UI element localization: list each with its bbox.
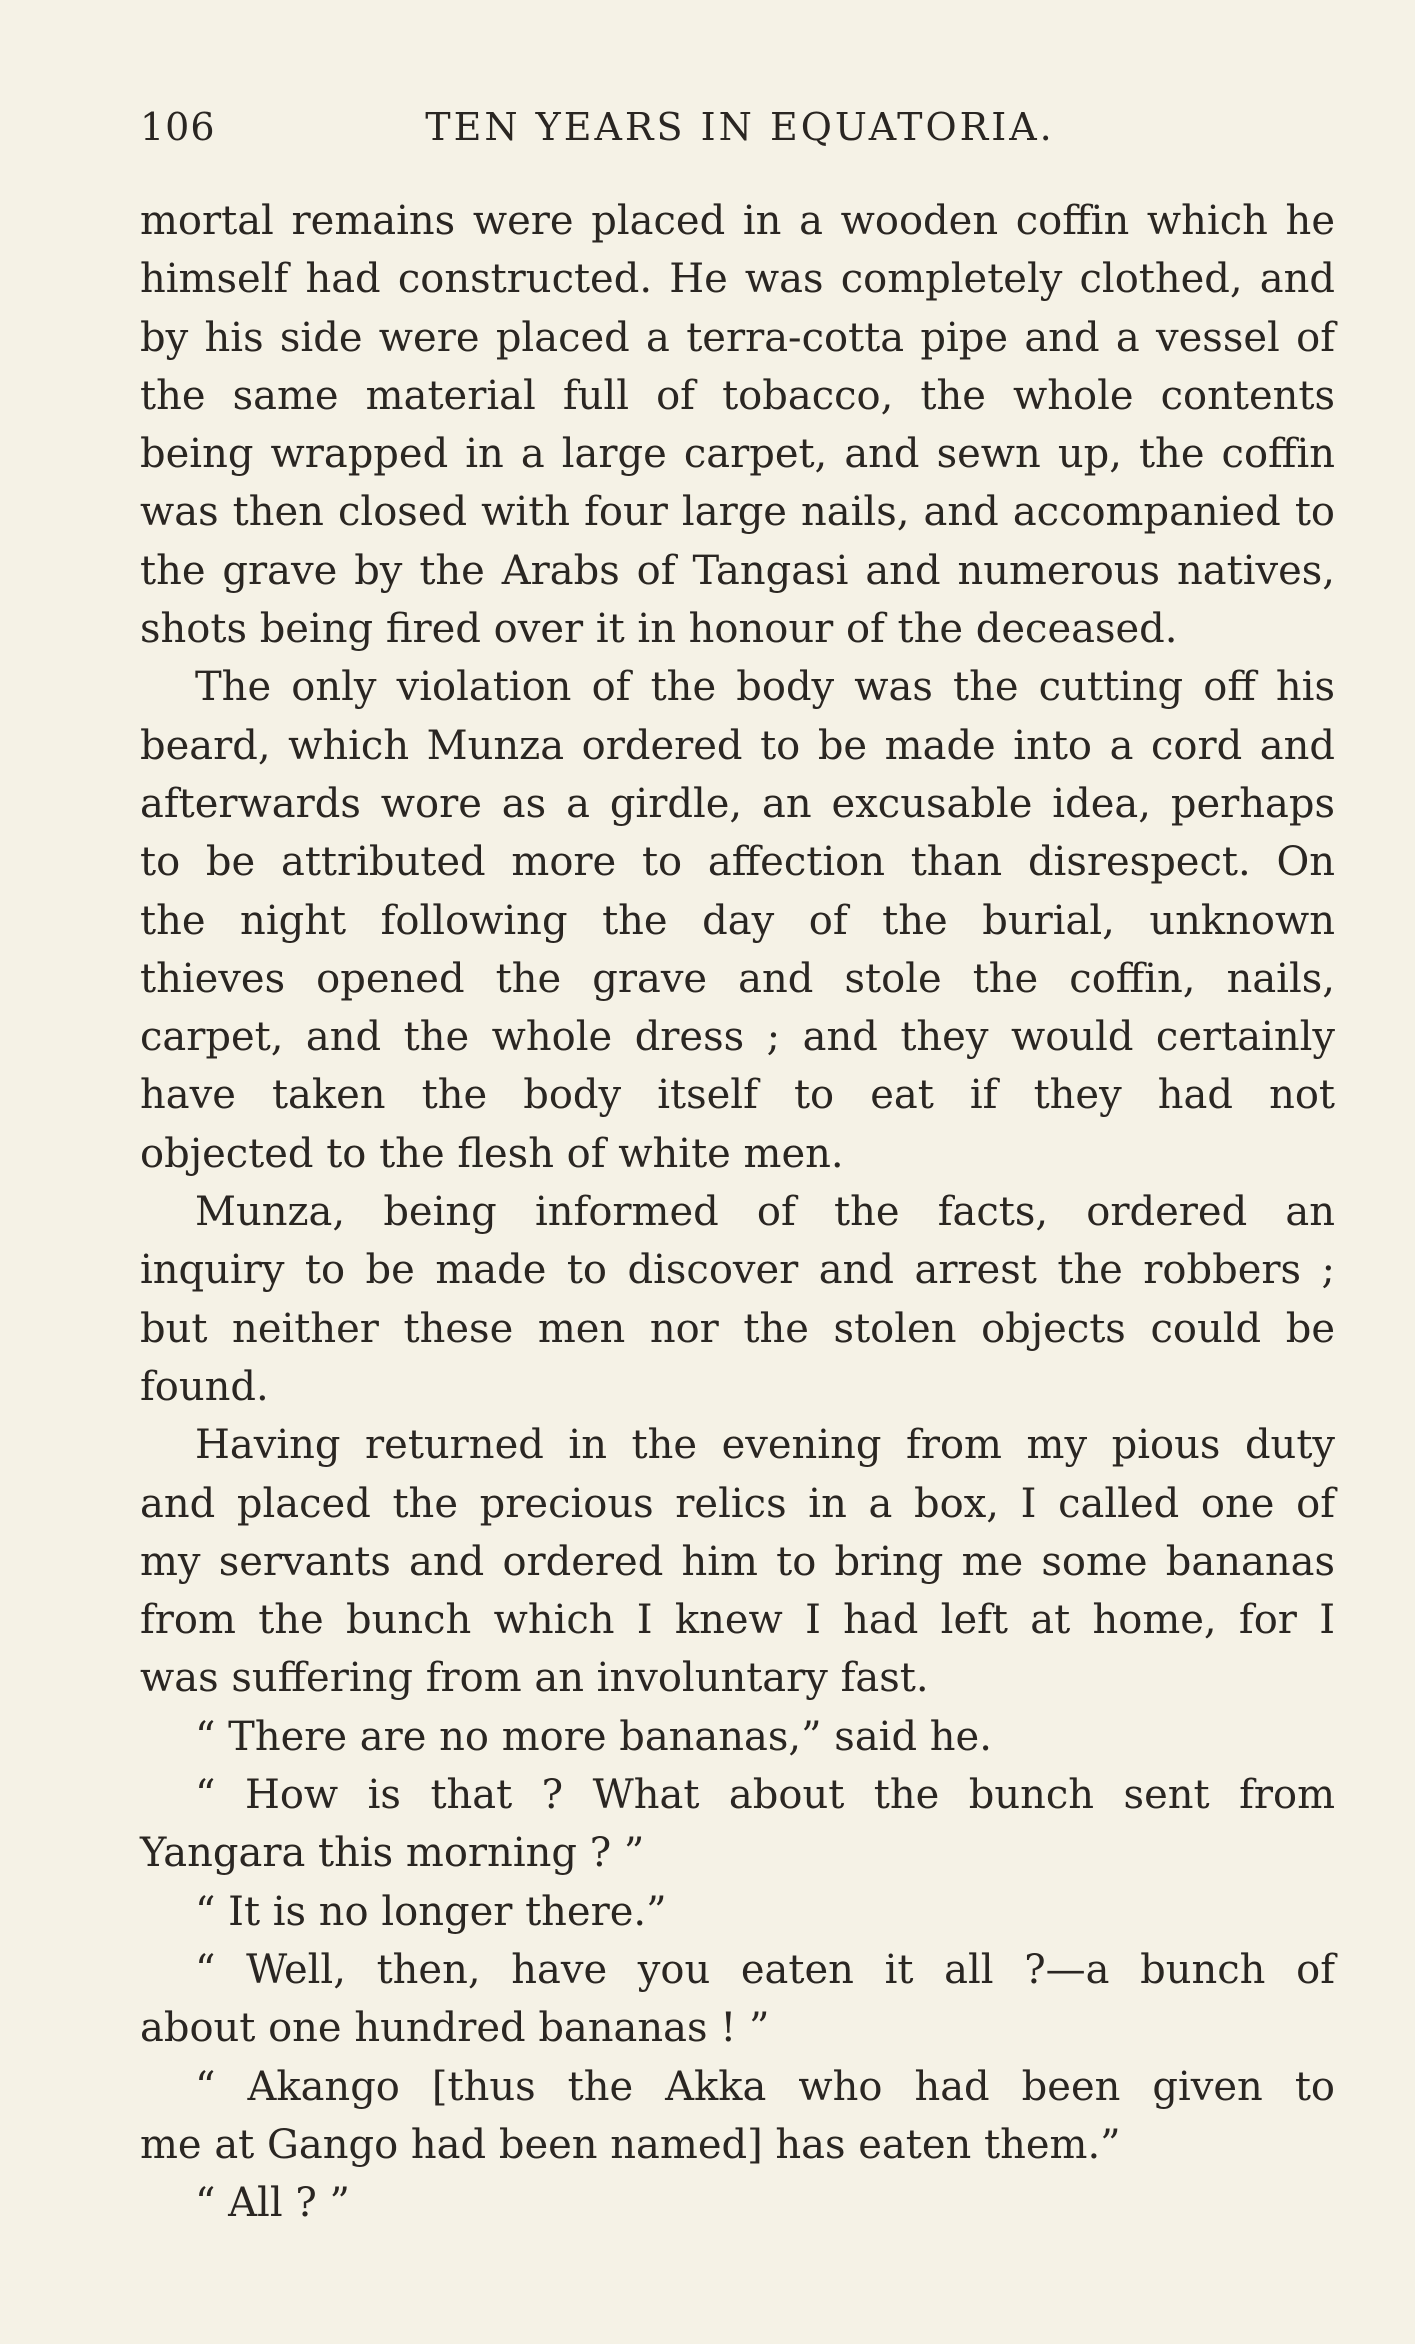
- text-line: inquiry to be made to discover and arrest the robbers ;: [140, 1247, 1335, 1294]
- text-line: mortal remains were placed in a wooden coffin which he: [140, 198, 1335, 244]
- text-line: being wrapped in a large carpet, and sewn up, the coffin: [140, 431, 1335, 478]
- text-line: “ All ? ”: [195, 2180, 350, 2227]
- text-line: carpet, and the whole dress ; and they would certainly: [140, 1014, 1335, 1061]
- text-line: The only violation of the body was the cutting off his: [195, 664, 1335, 711]
- text-line: himself had constructed. He was completely clothed, and: [140, 256, 1335, 303]
- text-line: but neither these men nor the stolen objects could be: [140, 1305, 1335, 1352]
- text-line: “ Akango [thus the Akka who had been given to: [195, 2063, 1335, 2110]
- text-line: “ It is no longer there.”: [195, 1888, 667, 1935]
- page-number: 106: [140, 105, 216, 149]
- text-line: the same material full of tobacco, the whole contents: [140, 372, 1335, 419]
- text-line: Yangara this morning ? ”: [140, 1830, 645, 1877]
- text-line: shots being fired over it in honour of the deceased.: [140, 606, 1178, 653]
- running-title: TEN YEARS IN EQUATORIA.: [425, 105, 1055, 149]
- text-line: “ Well, then, have you eaten it all ?—a bunch of: [195, 1946, 1335, 1993]
- text-line: Munza, being informed of the facts, ordered an: [195, 1189, 1335, 1236]
- text-line: about one hundred bananas ! ”: [140, 2005, 770, 2052]
- page-header: [140, 105, 1340, 165]
- text-line: the grave by the Arabs of Tangasi and numerous natives,: [140, 547, 1335, 594]
- text-line: my servants and ordered him to bring me some bananas: [140, 1538, 1335, 1585]
- body-text: [140, 192, 1335, 2232]
- text-line: thieves opened the grave and stole the coffin, nails,: [140, 955, 1335, 1002]
- text-line: was then closed with four large nails, and accompanied to: [140, 489, 1335, 536]
- text-line: from the bunch which I knew I had left at home, for I: [140, 1597, 1335, 1644]
- text-line: afterwards wore as a girdle, an excusable idea, perhaps: [140, 780, 1335, 827]
- text-line: Having returned in the evening from my pious duty: [195, 1422, 1335, 1469]
- text-line: to be attributed more to affection than disrespect. On: [140, 839, 1335, 886]
- text-line: beard, which Munza ordered to be made into a cord and: [140, 722, 1335, 769]
- text-line: “ There are no more bananas,” said he.: [195, 1713, 992, 1760]
- text-line: by his side were placed a terra-cotta pipe and a vessel of: [140, 314, 1335, 361]
- text-line: “ How is that ? What about the bunch sent from: [195, 1772, 1335, 1819]
- text-line: was suffering from an involuntary fast.: [140, 1655, 929, 1702]
- text-line: found.: [140, 1363, 269, 1410]
- text-line: me at Gango had been named] has eaten them.”: [140, 2121, 1121, 2168]
- text-line: the night following the day of the burial, unknown: [140, 897, 1335, 944]
- text-line: objected to the flesh of white men.: [140, 1130, 844, 1177]
- text-line: and placed the precious relics in a box, I called one of: [140, 1480, 1335, 1527]
- text-line: have taken the body itself to eat if they had not: [140, 1072, 1335, 1119]
